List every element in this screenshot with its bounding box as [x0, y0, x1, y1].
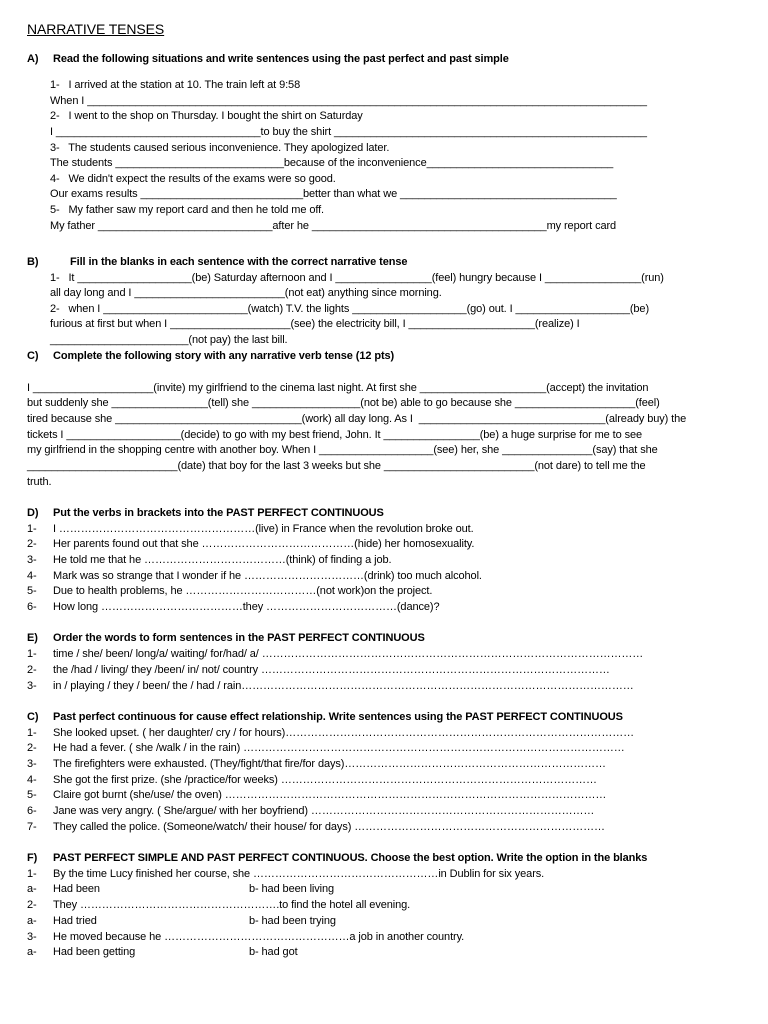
- item-number: 3-: [27, 758, 37, 770]
- item-number: 7-: [27, 821, 37, 833]
- section-a-heading: Read the following situations and write sentences using the past perfect and past simple: [53, 53, 509, 65]
- exercise-item: I ………………………………………………(live) in France when the revolution broke out.: [53, 523, 474, 535]
- exercise-item: Claire got burnt (she/use/ the oven) ……………………………………………………………………………………………: [53, 789, 607, 801]
- exercise-item: She looked upset. ( her daughter/ cry / for hours)……………………………………………………………………………………: [53, 727, 635, 739]
- section-c-label: C): [27, 350, 39, 362]
- option-b: b- had got: [249, 946, 298, 958]
- section-a-line: I __________________________________to buy the shirt ____________________________________________________: [50, 126, 647, 138]
- section-a-line: 1- I arrived at the station at 10. The train left at 9:58: [50, 79, 301, 91]
- exercise-item: The firefighters were exhausted. (They/fight/that fire/for days)………………………………………………………………: [53, 758, 606, 770]
- section-e-heading: Order the words to form sentences in the PAST PERFECT CONTINUOUS: [53, 632, 425, 644]
- page-title: NARRATIVE TENSES: [27, 21, 165, 37]
- item-number: 2-: [27, 742, 37, 754]
- item-number: 1-: [27, 648, 37, 660]
- section-e-label: E): [27, 632, 38, 644]
- exercise-item: By the time Lucy finished her course, she ……………………………………………in Dublin for six years.: [53, 868, 545, 880]
- story-line: I ____________________(invite) my girlfriend to the cinema last night. At first she _____________________(accept) the invitation: [27, 382, 649, 394]
- exercise-item: They ……………………………………………….to find the hotel all evening.: [53, 899, 411, 911]
- section-d-heading: Put the verbs in brackets into the PAST PERFECT CONTINUOUS: [53, 507, 384, 519]
- item-number: 3-: [27, 931, 37, 943]
- section-f-label: F): [27, 852, 38, 864]
- exercise-item: Jane was very angry. ( She/argue/ with her boyfriend) ……………………………………………………………………: [53, 805, 595, 817]
- exercise-item: Her parents found out that she ……………………………………(hide) her homosexuality.: [53, 538, 475, 550]
- exercise-item: Due to health problems, he ………………………………(not work)on the project.: [53, 585, 433, 597]
- section-a-line: When I _____________________________________________________________________________________________: [50, 95, 647, 107]
- option-a: Had tried: [53, 915, 97, 927]
- item-number: 5-: [27, 585, 37, 597]
- section-c-heading: Complete the following story with any narrative verb tense (12 pts): [53, 350, 395, 362]
- section-b-line: all day long and I _________________________(not eat) anything since morning.: [50, 287, 442, 299]
- section-a-line: My father _____________________________after he _______________________________________my report card: [50, 220, 617, 232]
- section-a-line: 3- The students caused serious inconvenience. They apologized later.: [50, 142, 390, 154]
- item-number: 5-: [27, 789, 37, 801]
- item-number: 1-: [27, 523, 37, 535]
- story-line: _________________________(date) that boy for the last 3 weeks but she _________________________(not dare) to tell me the: [27, 460, 646, 472]
- option-label: a-: [27, 883, 37, 895]
- exercise-item: He had a fever. ( she /walk / in the rain) ……………………………………………………………………………………………: [53, 742, 625, 754]
- story-line: my girlfriend in the shopping centre with another boy. When I ___________________(see) her, she _______________(say) that she: [27, 444, 658, 456]
- section-f-heading: PAST PERFECT SIMPLE AND PAST PERFECT CONTINUOUS. Choose the best option. Write the option in the blanks: [53, 852, 648, 864]
- exercise-item: He moved because he ……………………………………………a job in another country.: [53, 931, 465, 943]
- exercise-item: time / she/ been/ long/a/ waiting/ for/had/ a/ ……………………………………………………………………………………………: [53, 648, 644, 660]
- item-number: 2-: [27, 664, 37, 676]
- section-b-line: furious at first but when I ____________________(see) the electricity bill, I _____________________(realize) I: [50, 318, 580, 330]
- section-b-line: 1- It ___________________(be) Saturday afternoon and I ________________(feel) hungry because I ________________(run): [50, 272, 664, 284]
- exercise-item: the /had / living/ they /been/ in/ not/ country ……………………………………………………………………………………: [53, 664, 610, 676]
- story-line: truth.: [27, 476, 52, 488]
- section-b-line: 2- when I ________________________(watch) T.V. the lights ___________________(go) out. I ___________________(be): [50, 303, 650, 315]
- exercise-item: How long …………………………………they ………………………………(dance)?: [53, 601, 440, 613]
- item-number: 1-: [27, 727, 37, 739]
- item-number: 3-: [27, 554, 37, 566]
- exercise-item: She got the first prize. (she /practice/for weeks) ……………………………………………………………………………: [53, 774, 597, 786]
- section-b-line: _______________________(not pay) the last bill.: [50, 334, 288, 346]
- exercise-item: He told me that he …………………………………(think) of finding a job.: [53, 554, 392, 566]
- section-a-line: Our exams results ___________________________better than what we ____________________________________: [50, 188, 617, 200]
- section-b-label: B): [27, 256, 39, 268]
- item-number: 2-: [27, 899, 37, 911]
- item-number: 2-: [27, 538, 37, 550]
- item-number: 4-: [27, 774, 37, 786]
- story-line: tickets I ___________________(decide) to go with my best friend, John. It ________________(be) a huge surprise for me to see: [27, 429, 643, 441]
- option-label: a-: [27, 946, 37, 958]
- item-number: 6-: [27, 805, 37, 817]
- exercise-item: Mark was so strange that I wonder if he ……………………………(drink) too much alcohol.: [53, 570, 482, 582]
- section-d-label: D): [27, 507, 39, 519]
- section-a-label: A): [27, 53, 39, 65]
- story-line: tired because she _______________________________(work) all day long. As I _______________________________(already buy) the: [27, 413, 687, 425]
- item-number: 6-: [27, 601, 37, 613]
- option-a: Had been: [53, 883, 100, 895]
- section-c2-heading: Past perfect continuous for cause effect relationship. Write sentences using the PAST PERFECT CONTINUOUS: [53, 711, 623, 723]
- option-b: b- had been living: [249, 883, 335, 895]
- option-a: Had been getting: [53, 946, 136, 958]
- section-a-line: 4- We didn't expect the results of the exams were so good.: [50, 173, 336, 185]
- section-b-heading: Fill in the blanks in each sentence with the correct narrative tense: [70, 256, 408, 268]
- section-a-line: The students ____________________________because of the inconvenience_______________________________: [50, 157, 614, 169]
- exercise-item: in / playing / they / been/ the / had / rain………………………………………………………………………………………………: [53, 680, 634, 692]
- item-number: 4-: [27, 570, 37, 582]
- section-a-line: 5- My father saw my report card and then he told me off.: [50, 204, 325, 216]
- section-c2-label: C): [27, 711, 39, 723]
- exercise-item: They called the police. (Someone/watch/ their house/ for days) ……………………………………………………………: [53, 821, 605, 833]
- item-number: 3-: [27, 680, 37, 692]
- story-line: but suddenly she ________________(tell) she __________________(not be) able to go because she ____________________(feel): [27, 397, 660, 409]
- option-label: a-: [27, 915, 37, 927]
- item-number: 1-: [27, 868, 37, 880]
- option-b: b- had been trying: [249, 915, 336, 927]
- section-a-line: 2- I went to the shop on Thursday. I bought the shirt on Saturday: [50, 110, 363, 122]
